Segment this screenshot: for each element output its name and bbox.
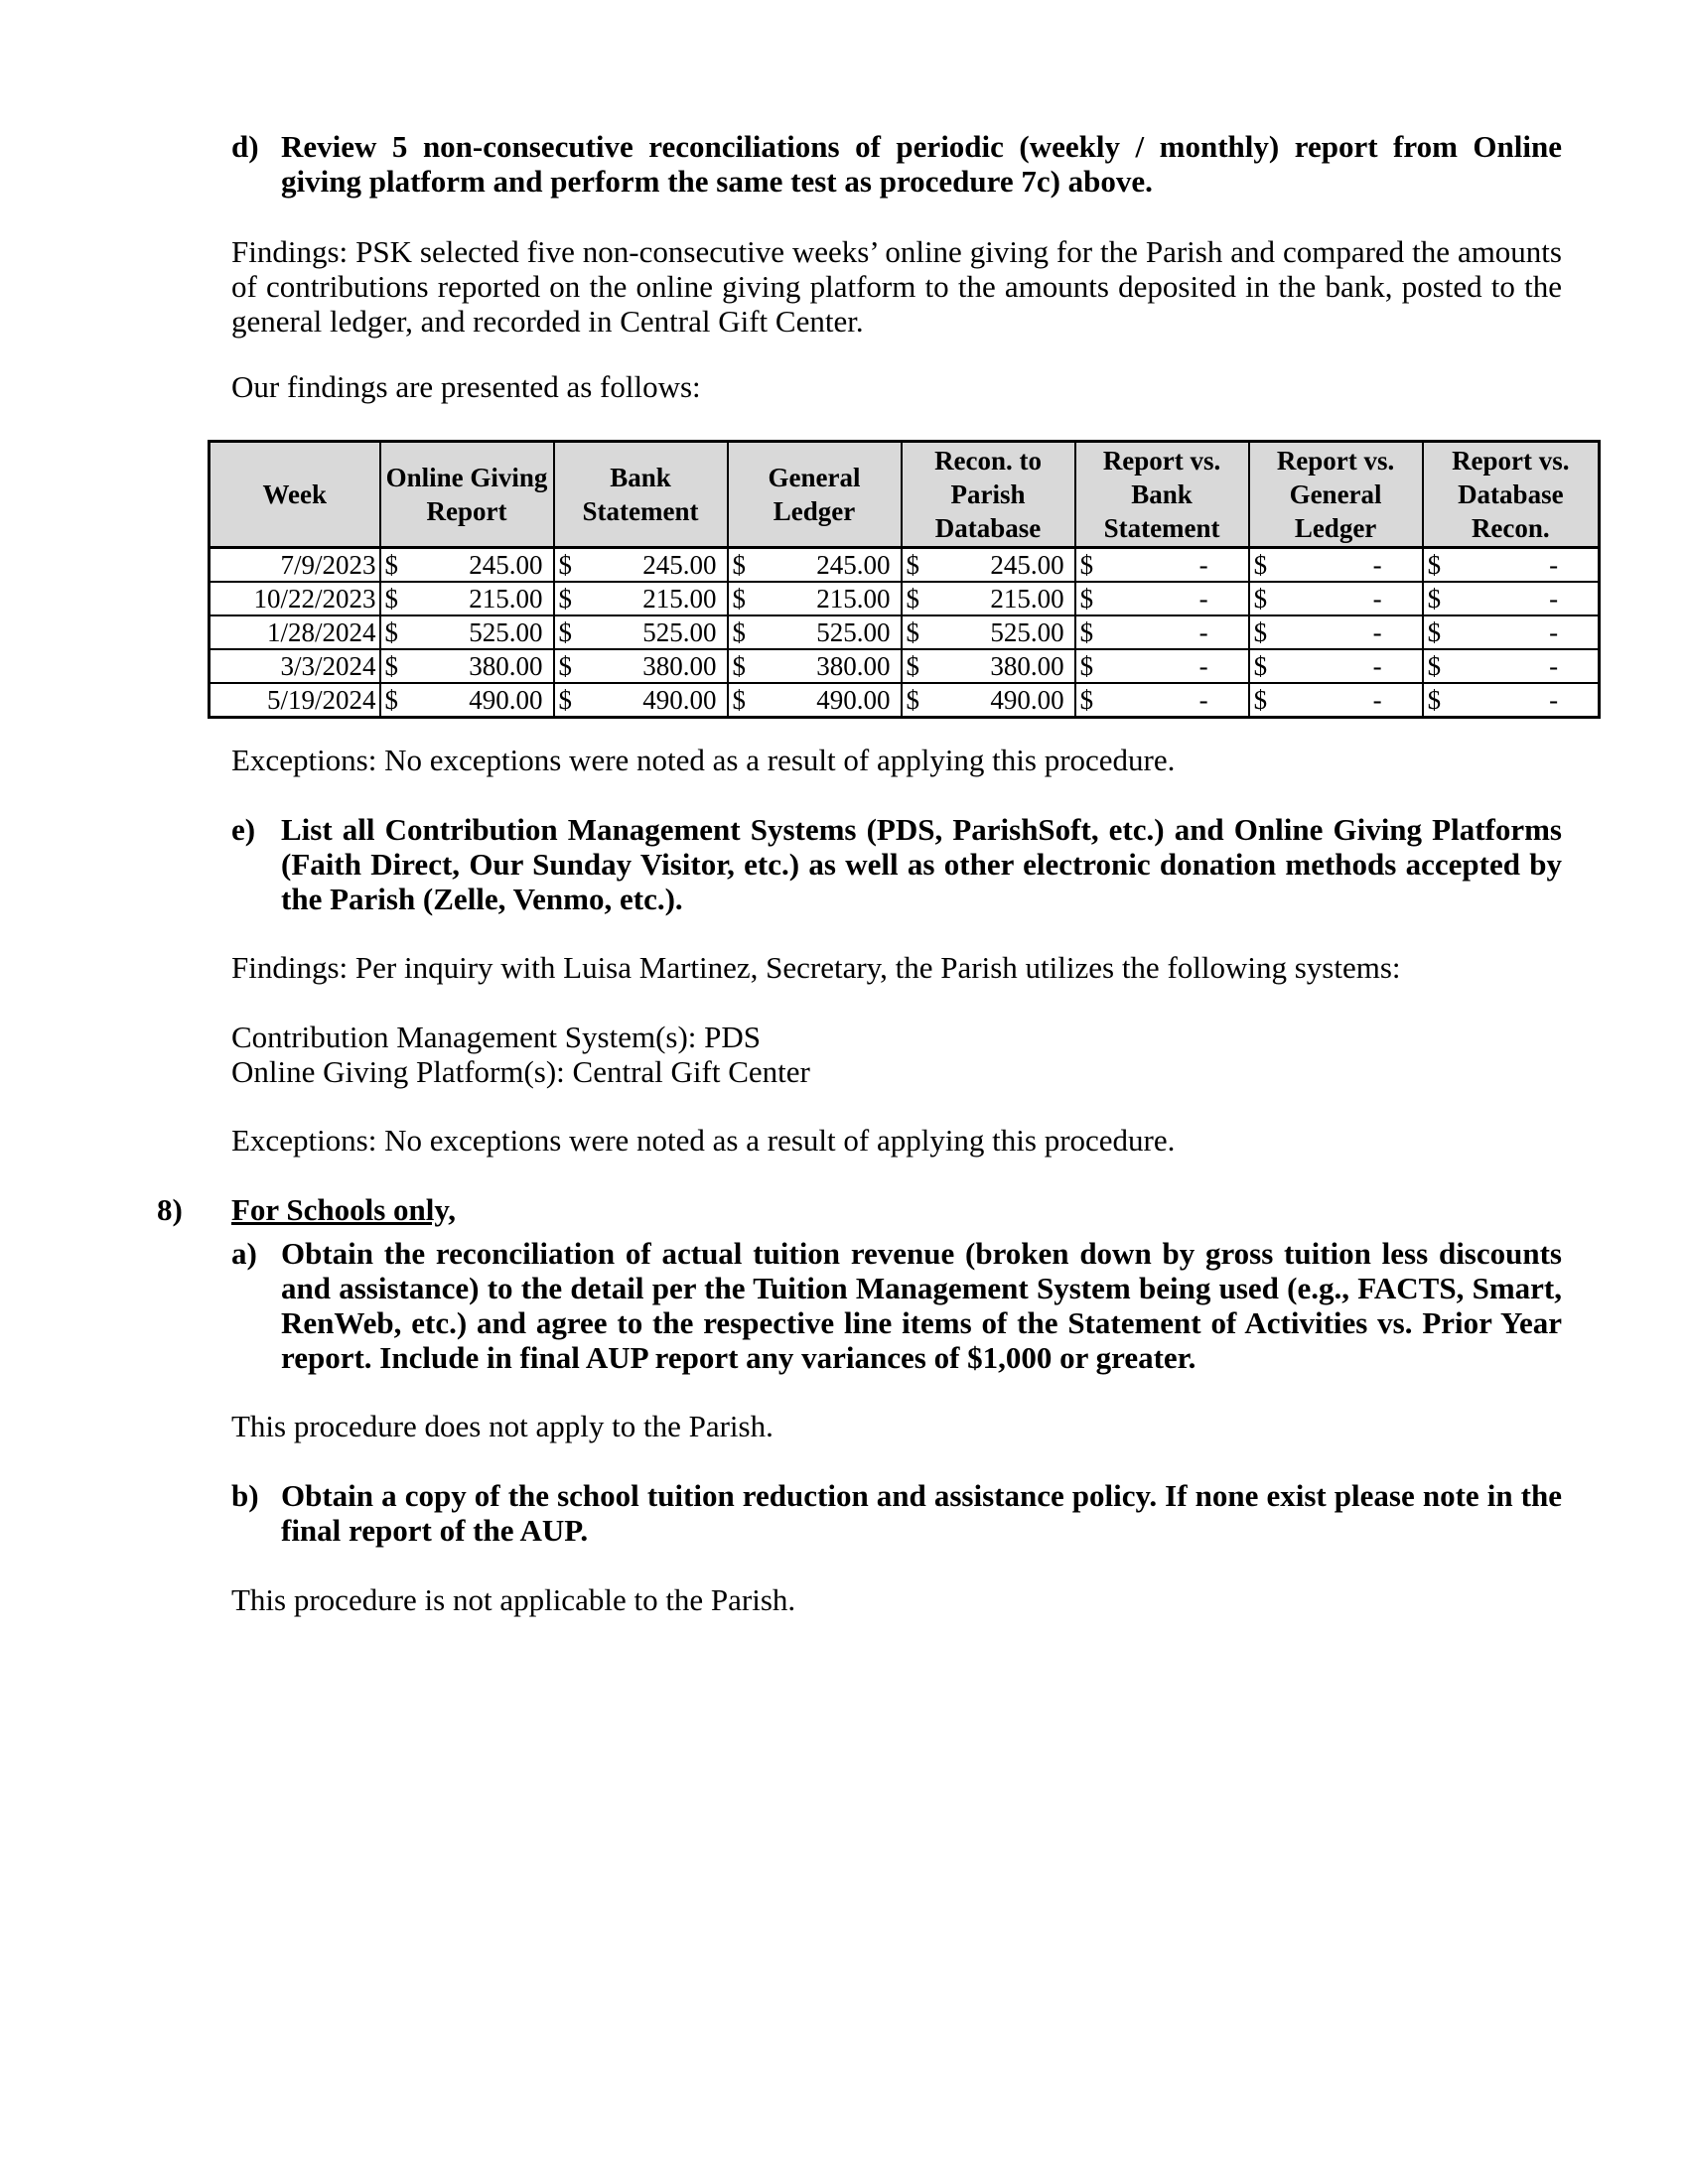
findings-paragraph: Findings: PSK selected five non-consecutive weeks’ online giving for the Parish and compared the amounts of contributions reported on the online giving platform to the amounts deposited in the bank, posted to the general ledger, and recorded in Central Gift Center.: [231, 234, 1562, 339]
amount-cell: 380.00: [584, 649, 728, 683]
procedure-text: Review 5 non-consecutive reconciliations of periodic (weekly / monthly) report from Online giving platform and perform the same test as procedure 7c) above.: [281, 129, 1562, 199]
procedure-text: List all Contribution Management Systems (PDS, ParishSoft, etc.) and Online Giving Platforms (Faith Direct, Our Sunday Visitor, etc.) as well as other electronic donation methods accepted by the Parish (Zelle, Venmo, etc.).: [281, 812, 1562, 916]
currency-symbol: $: [1249, 615, 1279, 649]
header-general-ledger: General Ledger: [728, 442, 902, 548]
amount-cell: 490.00: [410, 683, 554, 718]
findings-e: Findings: Per inquiry with Luisa Martinez, Secretary, the Parish utilizes the following systems:: [231, 950, 1401, 985]
week-cell: 3/3/2024: [210, 649, 380, 683]
currency-symbol: $: [380, 649, 410, 683]
header-report-vs-bank: Report vs. Bank Statement: [1075, 442, 1249, 548]
currency-symbol: $: [902, 548, 931, 583]
procedure-e: [231, 812, 1562, 916]
table-row: [210, 548, 1600, 583]
amount-cell: 490.00: [584, 683, 728, 718]
amount-cell: 490.00: [758, 683, 902, 718]
amount-cell: -: [1453, 582, 1600, 615]
currency-symbol: $: [728, 649, 758, 683]
reconciliation-table-container: [208, 440, 1598, 719]
amount-cell: 245.00: [584, 548, 728, 583]
currency-symbol: $: [902, 649, 931, 683]
amount-cell: -: [1279, 582, 1423, 615]
currency-symbol: $: [554, 548, 584, 583]
amount-cell: 525.00: [931, 615, 1075, 649]
amount-cell: -: [1453, 548, 1600, 583]
week-cell: 10/22/2023: [210, 582, 380, 615]
currency-symbol: $: [1075, 649, 1105, 683]
table-row: [210, 615, 1600, 649]
amount-cell: -: [1453, 683, 1600, 718]
result-8a: This procedure does not apply to the Parish.: [231, 1409, 774, 1443]
currency-symbol: $: [1249, 582, 1279, 615]
amount-cell: -: [1105, 649, 1249, 683]
currency-symbol: $: [1079, 684, 1094, 715]
currency-symbol: $: [1075, 615, 1105, 649]
amount-cell: 245.00: [931, 548, 1075, 583]
findings-intro: Our findings are presented as follows:: [231, 369, 701, 404]
currency-symbol: $: [728, 548, 758, 583]
header-report-vs-ledger: Report vs. General Ledger: [1249, 442, 1423, 548]
currency-symbol: $: [380, 582, 410, 615]
currency-symbol: $: [902, 615, 931, 649]
amount-cell: -: [1105, 683, 1249, 718]
section-number: 8): [157, 1192, 183, 1227]
currency-symbol: $: [380, 548, 410, 583]
procedure-marker: a): [231, 1236, 257, 1271]
amount-cell: -: [1105, 615, 1249, 649]
currency-symbol: $: [558, 684, 573, 715]
table-body: [210, 548, 1600, 718]
amount-cell: -: [1279, 649, 1423, 683]
procedure-text: Obtain the reconciliation of actual tuition revenue (broken down by gross tuition less discounts and assistance) to the detail per the Tuition Management System being used (e.g., FACTS, Smart, RenWeb, etc.) and agree to the respective line items of the Statement of Activities vs. Prior Year report. Include in final AUP report any variances of $1,000 or greater.: [281, 1236, 1562, 1375]
currency-symbol: $: [1249, 649, 1279, 683]
procedure-marker: e): [231, 812, 256, 847]
currency-symbol: $: [1427, 684, 1442, 715]
header-report-vs-database: Report vs. Database Recon.: [1423, 442, 1600, 548]
amount-cell: 245.00: [758, 548, 902, 583]
currency-symbol: $: [728, 615, 758, 649]
currency-symbol: $: [1423, 615, 1453, 649]
amount-cell: 215.00: [410, 582, 554, 615]
week-cell: 7/9/2023: [210, 548, 380, 583]
header-week: Week: [210, 442, 380, 548]
amount-cell: -: [1105, 548, 1249, 583]
table-row: [210, 683, 1600, 718]
currency-symbol: $: [554, 649, 584, 683]
amount-cell: 215.00: [758, 582, 902, 615]
table-row: [210, 582, 1600, 615]
procedure-marker: d): [231, 129, 259, 164]
currency-symbol: $: [732, 684, 747, 715]
week-cell: 1/28/2024: [210, 615, 380, 649]
currency-symbol: $: [554, 582, 584, 615]
amount-cell: -: [1105, 582, 1249, 615]
procedure-marker: b): [231, 1478, 259, 1513]
amount-cell: -: [1279, 548, 1423, 583]
amount-cell: 215.00: [931, 582, 1075, 615]
amount-cell: 380.00: [410, 649, 554, 683]
cms-line: Contribution Management System(s): PDS: [231, 1020, 762, 1054]
procedure-d: [231, 129, 1562, 199]
amount-cell: 380.00: [931, 649, 1075, 683]
currency-symbol: $: [384, 684, 398, 715]
section-title: For Schools only,: [231, 1192, 456, 1227]
currency-symbol: $: [728, 582, 758, 615]
reconciliation-table: [208, 440, 1601, 719]
table-header-row: [210, 442, 1600, 548]
currency-symbol: $: [1075, 548, 1105, 583]
ogp-line: Online Giving Platform(s): Central Gift Center: [231, 1054, 810, 1089]
currency-symbol: $: [1249, 548, 1279, 583]
amount-cell: 245.00: [410, 548, 554, 583]
currency-symbol: $: [1423, 649, 1453, 683]
result-8b: This procedure is not applicable to the Parish.: [231, 1582, 796, 1617]
currency-symbol: $: [906, 684, 920, 715]
amount-cell: -: [1453, 649, 1600, 683]
amount-cell: 380.00: [758, 649, 902, 683]
amount-cell: 525.00: [410, 615, 554, 649]
currency-symbol: $: [380, 615, 410, 649]
header-recon-parish-database: Recon. to Parish Database: [902, 442, 1075, 548]
currency-symbol: $: [554, 615, 584, 649]
amount-cell: 525.00: [758, 615, 902, 649]
exceptions-e: Exceptions: No exceptions were noted as a result of applying this procedure.: [231, 1123, 1176, 1158]
procedure-text: Obtain a copy of the school tuition reduction and assistance policy. If none exist please note in the final report of the AUP.: [281, 1478, 1562, 1548]
currency-symbol: $: [1423, 548, 1453, 583]
week-cell: 5/19/2024: [210, 683, 380, 718]
table-row: [210, 649, 1600, 683]
currency-symbol: $: [1423, 582, 1453, 615]
procedure-8b: [231, 1478, 1562, 1548]
procedure-8a: [231, 1236, 1562, 1375]
amount-cell: -: [1279, 683, 1423, 718]
amount-cell: -: [1279, 615, 1423, 649]
currency-symbol: $: [1075, 582, 1105, 615]
amount-cell: -: [1453, 615, 1600, 649]
header-bank-statement: Bank Statement: [554, 442, 728, 548]
amount-cell: 215.00: [584, 582, 728, 615]
amount-cell: 490.00: [931, 683, 1075, 718]
currency-symbol: $: [902, 582, 931, 615]
amount-cell: 525.00: [584, 615, 728, 649]
exceptions-d: Exceptions: No exceptions were noted as a result of applying this procedure.: [231, 743, 1176, 777]
header-online-giving-report: Online Giving Report: [380, 442, 554, 548]
currency-symbol: $: [1253, 684, 1268, 715]
